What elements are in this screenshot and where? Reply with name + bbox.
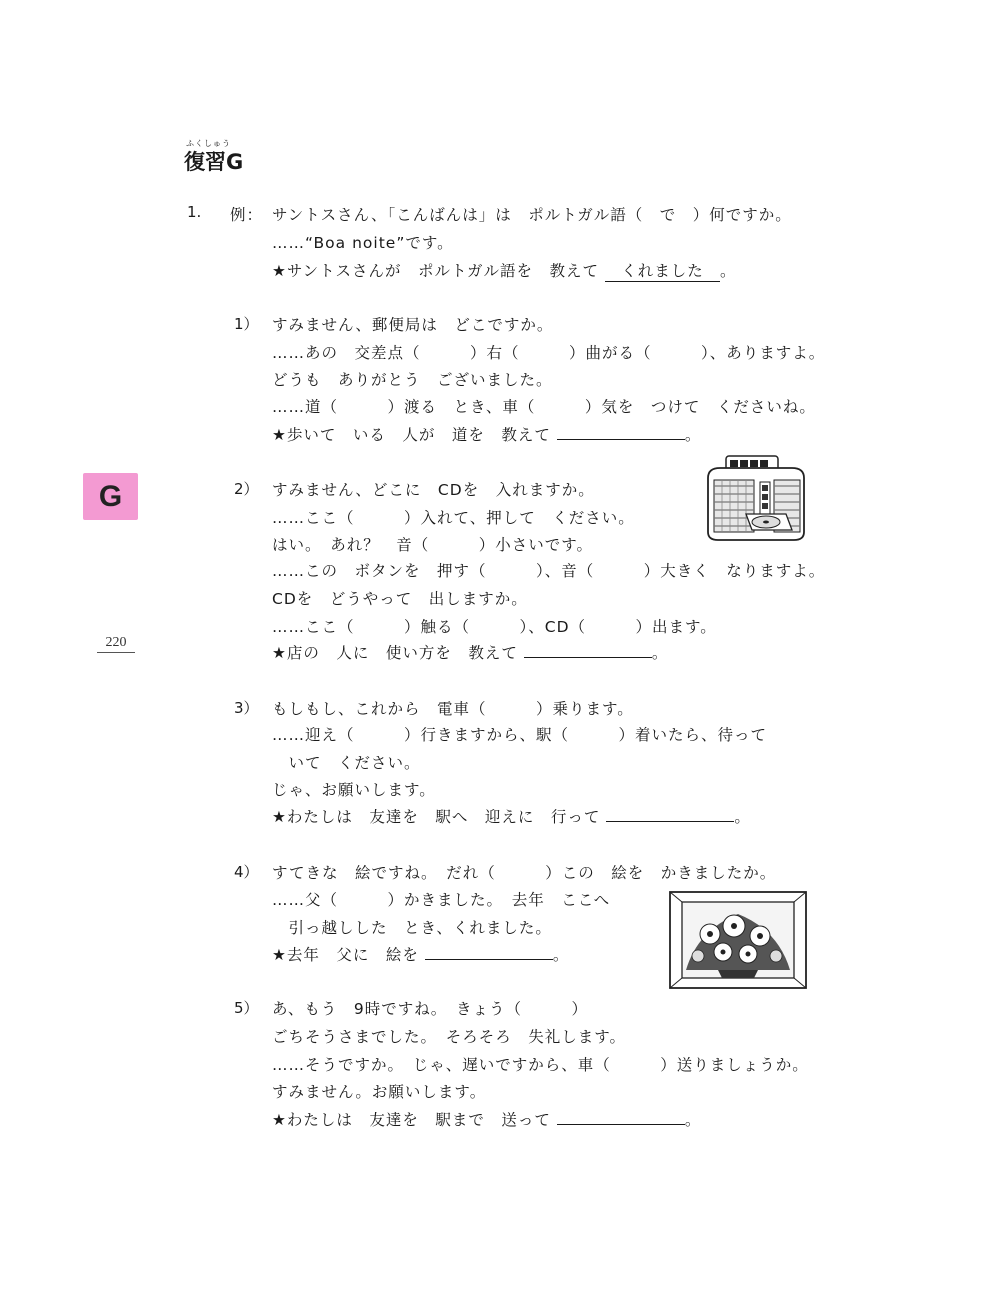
- item-2-star-end: 。: [651, 644, 669, 662]
- item-5-line-3: ……そうですか。 じゃ、遅いですから、車（ ）送りましょうか。: [272, 1056, 809, 1074]
- item-3-line-4: じゃ、お願いします。: [272, 781, 436, 799]
- example-line-3-text: ★サントスさんが ポルトガル語を 教えて: [272, 262, 600, 280]
- item-1-line-2: ……あの 交差点（ ）右（ ）曲がる（ ）、ありますよ。: [272, 344, 826, 362]
- item-number: 1）: [234, 315, 259, 333]
- item-5-star-end: 。: [684, 1111, 702, 1129]
- item-4-star-text: ★去年 父に 絵を: [272, 946, 419, 964]
- title-ruby: ふくしゅう: [186, 139, 231, 148]
- answer-blank[interactable]: [425, 945, 553, 960]
- item-3-star-text: ★わたしは 友達を 駅へ 迎えに 行って: [272, 808, 601, 826]
- item-1-star-end: 。: [684, 426, 702, 444]
- item-4-line-1: すてきな 絵ですね。 だれ（ ）この 絵を かきましたか。: [272, 864, 777, 882]
- item-2-line-5: CDを どうやって 出しますか。: [272, 590, 528, 608]
- item-5-star-text: ★わたしは 友達を 駅まで 送って: [272, 1111, 551, 1129]
- item-2-line-2: ……ここ（ ）入れて、押して ください。: [272, 509, 635, 527]
- item-2-line-3: はい。 あれ？ 音（ ）小さいです。: [272, 536, 594, 554]
- item-4-line-3: 引っ越しした とき、くれました。: [272, 919, 552, 937]
- page-title: 復習G: [184, 150, 244, 174]
- example-line-1: サントスさん、「こんばんは」は ポルトガル語（ で ）何ですか。: [272, 206, 792, 224]
- item-number: 5）: [234, 999, 259, 1017]
- item-2-star-line: [272, 641, 668, 663]
- item-5-star-line: [272, 1108, 701, 1130]
- item-3-star-line: [272, 805, 751, 827]
- chapter-tab: G: [83, 473, 138, 520]
- answer-blank[interactable]: [557, 425, 685, 440]
- item-number: 2）: [234, 480, 259, 498]
- item-1-line-3: どうも ありがとう ございました。: [272, 371, 553, 389]
- example-line-3-end: 。: [719, 262, 737, 280]
- item-1-line-1: すみません、郵便局は どこですか。: [272, 316, 554, 334]
- item-1-star-text: ★歩いて いる 人が 道を 教えて: [272, 426, 551, 444]
- item-1-line-4: ……道（ ）渡る とき、車（ ）気を つけて くださいね。: [272, 398, 816, 416]
- item-3-line-2: ……迎え（ ）行きますから、駅（ ）着いたら、待って: [272, 726, 768, 744]
- item-number: 3）: [234, 699, 259, 717]
- page-number: 220: [97, 635, 135, 653]
- example-line-2: ……“Boa noite”です。: [272, 234, 454, 252]
- example-answer: くれました: [605, 259, 720, 282]
- section-number: 1.: [187, 203, 202, 221]
- item-2-star-text: ★店の 人に 使い方を 教えて: [272, 644, 518, 662]
- example-line-3: [272, 259, 736, 282]
- item-2-line-1: すみません、どこに CDを 入れますか。: [272, 481, 595, 499]
- item-3-line-3: いて ください。: [272, 754, 421, 772]
- item-number: 4）: [234, 863, 259, 881]
- answer-blank[interactable]: [557, 1110, 685, 1125]
- item-3-star-end: 。: [734, 808, 751, 826]
- answer-blank[interactable]: [606, 807, 734, 822]
- answer-blank[interactable]: [524, 643, 652, 658]
- item-5-line-2: ごちそうさまでした。 そろそろ 失礼します。: [272, 1028, 627, 1046]
- item-1-star-line: [272, 423, 701, 445]
- item-2-line-4: ……この ボタンを 押す（ ）、音（ ）大きく なりますよ。: [272, 562, 826, 580]
- item-5-line-4: すみません。お願いします。: [272, 1083, 487, 1101]
- cd-player-illustration: [700, 452, 810, 548]
- item-5-line-1: あ、もう 9時ですね。 きょう（ ）: [272, 1000, 588, 1018]
- item-4-star-end: 。: [552, 946, 570, 964]
- framed-flower-painting-illustration: [668, 890, 808, 990]
- example-label: 例：: [230, 206, 264, 224]
- item-2-line-6: ……ここ（ ）触る（ ）、CD（ ）出ます。: [272, 618, 717, 636]
- item-3-line-1: もしもし、これから 電車（ ）乗ります。: [272, 700, 634, 718]
- item-4-star-line: [272, 943, 569, 965]
- item-4-line-2: ……父（ ）かきました。 去年 ここへ: [272, 891, 611, 909]
